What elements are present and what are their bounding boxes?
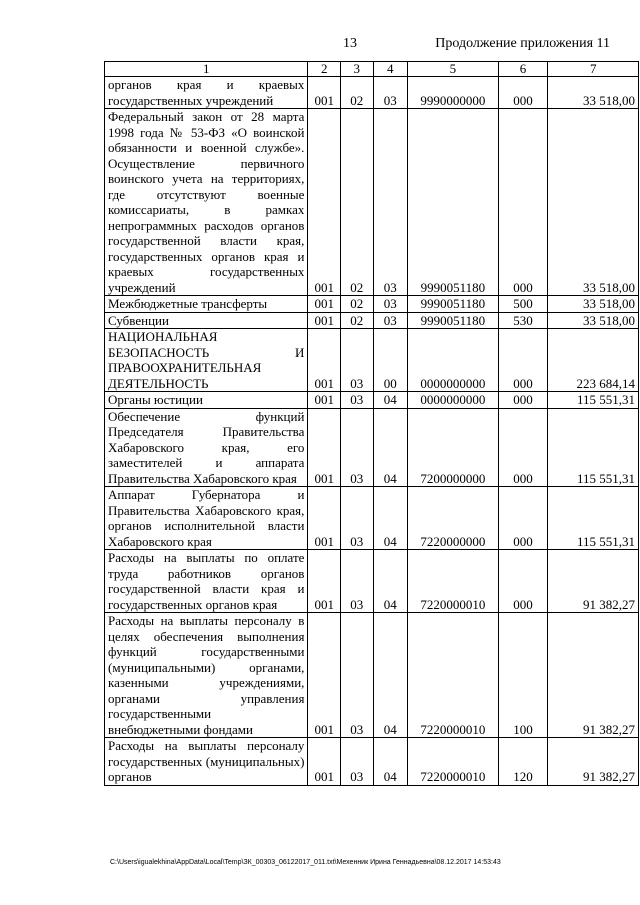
column-header: 4 bbox=[373, 62, 408, 77]
row-value-cell: 000 bbox=[498, 392, 548, 409]
row-value-cell: 000 bbox=[498, 408, 548, 487]
row-value-cell: 91 382,27 bbox=[548, 738, 639, 786]
row-name-cell: НАЦИОНАЛЬНАЯ БЕЗОПАСНОСТЬ И ПРАВООХРАНИТЕЛЬНАЯ ДЕЯТЕЛЬНОСТЬ bbox=[105, 329, 308, 392]
row-value-cell: 03 bbox=[373, 312, 408, 329]
row-value-cell: 04 bbox=[373, 738, 408, 786]
row-value-cell: 001 bbox=[308, 738, 341, 786]
column-header-row bbox=[105, 62, 639, 77]
row-value-cell: 7220000010 bbox=[408, 550, 499, 613]
row-value-cell: 03 bbox=[340, 392, 373, 409]
row-value-cell: 03 bbox=[340, 613, 373, 738]
table-row bbox=[105, 109, 639, 296]
row-value-cell: 7220000000 bbox=[408, 487, 499, 550]
row-value-cell: 120 bbox=[498, 738, 548, 786]
row-value-cell: 9990000000 bbox=[408, 77, 499, 109]
row-value-cell: 02 bbox=[340, 109, 373, 296]
row-value-cell: 7200000000 bbox=[408, 408, 499, 487]
row-value-cell: 00 bbox=[373, 329, 408, 392]
row-name-cell: Обеспечение функций Председателя Правительства Хабаровского края, его заместителей и аппарата Правительства Хабаровского края bbox=[105, 408, 308, 487]
row-name-cell: Федеральный закон от 28 марта 1998 года № 53-ФЗ «О воинской обязанности и военной службе». Осуществление первичного воинского учета на территориях, где отсутствуют военные комиссариаты, в рамках непрограммных расходов органов государственной власти края, государственных органов края и краевых государственных учреждений bbox=[105, 109, 308, 296]
row-value-cell: 04 bbox=[373, 392, 408, 409]
row-name-cell: Расходы на выплаты персоналу в целях обеспечения выполнения функций государственными (муниципальными) органами, казенными учреждениями, органами управления государственными внебюджетными фондами bbox=[105, 613, 308, 738]
row-name-cell: органов края и краевых государственных учреждений bbox=[105, 77, 308, 109]
row-value-cell: 000 bbox=[498, 109, 548, 296]
row-value-cell: 0000000000 bbox=[408, 329, 499, 392]
row-name-cell: Расходы на выплаты по оплате труда работников органов государственной власти края и государственных органов края bbox=[105, 550, 308, 613]
row-value-cell: 04 bbox=[373, 550, 408, 613]
row-name-cell: Органы юстиции bbox=[105, 392, 308, 409]
row-name-cell: Межбюджетные трансферты bbox=[105, 296, 308, 313]
row-value-cell: 000 bbox=[498, 487, 548, 550]
table-row bbox=[105, 738, 639, 786]
file-path-footer: C:\Users\igualekhina\AppData\Local\Temp\ЗК_00303_06122017_011.txt\Мехенник Ирина Геннадьевна\08.12.2017 14:53:43 bbox=[110, 859, 501, 866]
row-value-cell: 001 bbox=[308, 392, 341, 409]
row-value-cell: 0000000000 bbox=[408, 392, 499, 409]
row-value-cell: 100 bbox=[498, 613, 548, 738]
page-number: 13 bbox=[343, 36, 357, 51]
budget-table bbox=[104, 61, 639, 786]
column-header: 5 bbox=[408, 62, 499, 77]
row-value-cell: 04 bbox=[373, 487, 408, 550]
row-value-cell: 001 bbox=[308, 312, 341, 329]
table-row bbox=[105, 296, 639, 313]
row-value-cell: 9990051180 bbox=[408, 312, 499, 329]
row-value-cell: 000 bbox=[498, 550, 548, 613]
row-value-cell: 91 382,27 bbox=[548, 550, 639, 613]
row-value-cell: 223 684,14 bbox=[548, 329, 639, 392]
row-value-cell: 001 bbox=[308, 550, 341, 613]
row-value-cell: 115 551,31 bbox=[548, 408, 639, 487]
row-value-cell: 001 bbox=[308, 408, 341, 487]
row-name-cell: Аппарат Губернатора и Правительства Хабаровского края, органов исполнительной власти Хабаровского края bbox=[105, 487, 308, 550]
table-row bbox=[105, 487, 639, 550]
row-value-cell: 33 518,00 bbox=[548, 109, 639, 296]
row-value-cell: 03 bbox=[373, 109, 408, 296]
row-value-cell: 9990051180 bbox=[408, 296, 499, 313]
row-value-cell: 001 bbox=[308, 329, 341, 392]
row-value-cell: 02 bbox=[340, 296, 373, 313]
table-row bbox=[105, 408, 639, 487]
row-value-cell: 03 bbox=[340, 550, 373, 613]
row-value-cell: 03 bbox=[340, 487, 373, 550]
row-value-cell: 33 518,00 bbox=[548, 296, 639, 313]
row-value-cell: 33 518,00 bbox=[548, 77, 639, 109]
column-header: 7 bbox=[548, 62, 639, 77]
row-value-cell: 530 bbox=[498, 312, 548, 329]
row-value-cell: 03 bbox=[340, 738, 373, 786]
table-row bbox=[105, 77, 639, 109]
row-value-cell: 04 bbox=[373, 408, 408, 487]
row-name-cell: Субвенции bbox=[105, 312, 308, 329]
row-value-cell: 03 bbox=[340, 408, 373, 487]
row-value-cell: 001 bbox=[308, 296, 341, 313]
row-value-cell: 03 bbox=[373, 296, 408, 313]
row-value-cell: 02 bbox=[340, 77, 373, 109]
row-value-cell: 001 bbox=[308, 613, 341, 738]
row-value-cell: 33 518,00 bbox=[548, 312, 639, 329]
row-value-cell: 04 bbox=[373, 613, 408, 738]
table-row bbox=[105, 613, 639, 738]
column-header: 1 bbox=[105, 62, 308, 77]
column-header: 3 bbox=[340, 62, 373, 77]
row-value-cell: 02 bbox=[340, 312, 373, 329]
row-value-cell: 001 bbox=[308, 109, 341, 296]
row-value-cell: 500 bbox=[498, 296, 548, 313]
table-row bbox=[105, 329, 639, 392]
row-value-cell: 7220000010 bbox=[408, 738, 499, 786]
row-value-cell: 9990051180 bbox=[408, 109, 499, 296]
row-value-cell: 001 bbox=[308, 487, 341, 550]
row-value-cell: 115 551,31 bbox=[548, 392, 639, 409]
row-value-cell: 03 bbox=[373, 77, 408, 109]
row-value-cell: 000 bbox=[498, 77, 548, 109]
row-value-cell: 7220000010 bbox=[408, 613, 499, 738]
column-header: 2 bbox=[308, 62, 341, 77]
table-row bbox=[105, 312, 639, 329]
row-value-cell: 115 551,31 bbox=[548, 487, 639, 550]
row-value-cell: 000 bbox=[498, 329, 548, 392]
row-value-cell: 001 bbox=[308, 77, 341, 109]
row-value-cell: 91 382,27 bbox=[548, 613, 639, 738]
row-value-cell: 03 bbox=[340, 329, 373, 392]
row-name-cell: Расходы на выплаты персоналу государственных (муниципальных) органов bbox=[105, 738, 308, 786]
column-header: 6 bbox=[498, 62, 548, 77]
table-row bbox=[105, 550, 639, 613]
table-row bbox=[105, 392, 639, 409]
continuation-label: Продолжение приложения 11 bbox=[435, 36, 610, 51]
